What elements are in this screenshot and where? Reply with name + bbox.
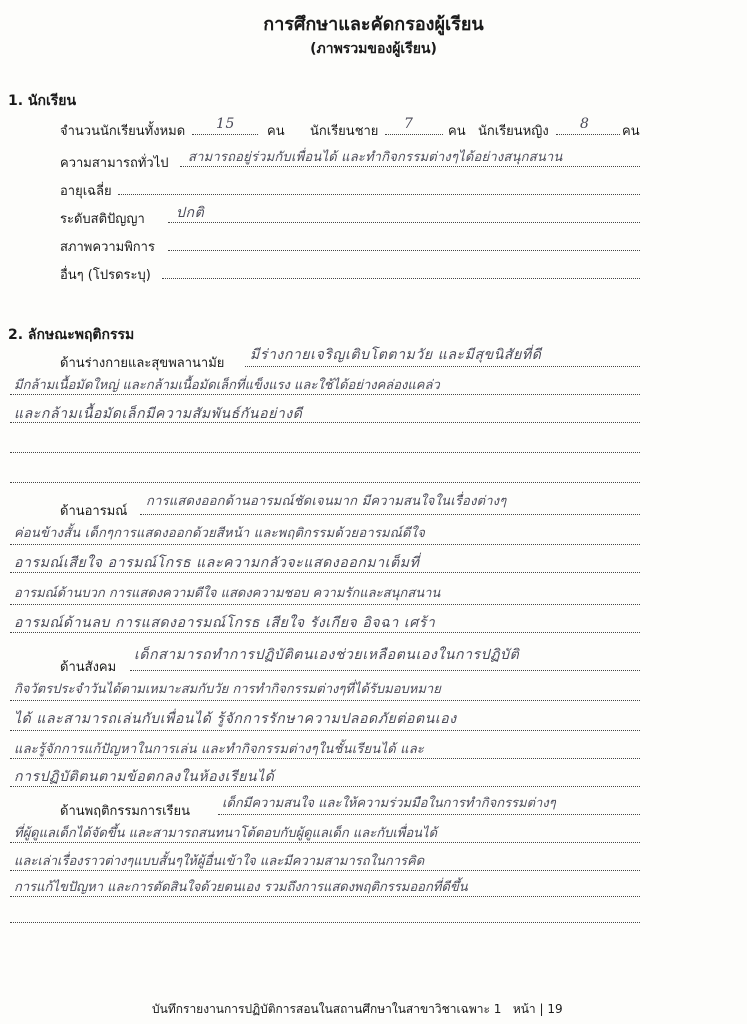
social-line-4: และรู้จักการแก้ปัญหาในการเล่น และทำกิจกรรมต่างๆในชั้นเรียนได้ และ bbox=[14, 742, 425, 757]
social-dots-3 bbox=[10, 730, 640, 731]
intelligence-level-label: ระดับสติปัญญา bbox=[60, 212, 145, 227]
total-students-dots bbox=[192, 134, 258, 135]
emotion-line-5: อารมณ์ด้านลบ การแสดงอารมณ์โกรธ เสียใจ รังเกียจ อิจฉา เศร้า bbox=[14, 615, 436, 631]
female-unit: คน bbox=[622, 124, 640, 139]
emotion-dots-2 bbox=[10, 544, 640, 545]
emotion-line-2: ค่อนข้างสั้น เด็กๆการแสดงออกด้วยสีหน้า และพฤติกรรมด้วยอารมณ์ดีใจ bbox=[14, 526, 426, 541]
page-title: การศึกษาและคัดกรองผู้เรียน bbox=[263, 14, 484, 35]
male-students-label: นักเรียนชาย bbox=[310, 124, 379, 139]
general-ability-value: สามารถอยู่ร่วมกับเพื่อนได้ และทำกิจกรรมต่างๆได้อย่างสนุกสนาน bbox=[188, 150, 563, 165]
intelligence-level-value: ปกติ bbox=[176, 205, 205, 221]
female-students-dots bbox=[556, 134, 620, 135]
section-1-heading: 1. นักเรียน bbox=[8, 93, 77, 109]
footer-text: บันทึกรายงานการปฏิบัติการสอนในสถานศึกษาในสาขาวิชาเฉพาะ 1 bbox=[152, 1002, 502, 1016]
social-dots-2 bbox=[10, 700, 640, 701]
emotion-label: ด้านอารมณ์ bbox=[60, 504, 128, 519]
total-students-label: จำนวนนักเรียนทั้งหมด bbox=[60, 124, 186, 139]
other-label: อื่นๆ (โปรดระบุ) bbox=[60, 268, 151, 283]
learning-line-3: และเล่าเรื่องราวต่างๆแบบสั้นๆให้ผู้อื่นเข้าใจ และมีความสามารถในการคิด bbox=[14, 854, 425, 869]
female-students-label: นักเรียนหญิง bbox=[478, 124, 549, 139]
physical-dots-5 bbox=[10, 482, 640, 483]
page-footer bbox=[152, 1000, 563, 1019]
emotion-line-4: อารมณ์ด้านบวก การแสดงความดีใจ แสดงความชอบ ความรักและสนุกสนาน bbox=[14, 586, 441, 601]
section-2-heading: 2. ลักษณะพฤติกรรม bbox=[8, 327, 135, 343]
social-line-3: ได้ และสามารถเล่นกับเพื่อนได้ รู้จักการรักษาความปลอดภัยต่อตนเอง bbox=[14, 711, 457, 727]
average-age-dots bbox=[118, 194, 640, 195]
physical-line-1: มีร่างกายเจริญเติบโตตามวัย และมีสุขนิสัยที่ดี bbox=[250, 347, 542, 363]
male-students-dots bbox=[385, 134, 443, 135]
learning-dots-1 bbox=[218, 814, 640, 815]
emotion-dots-4 bbox=[10, 604, 640, 605]
social-line-2: กิจวัตรประจำวันได้ตามเหมาะสมกับวัย การทำกิจกรรมต่างๆที่ได้รับมอบหมาย bbox=[14, 682, 441, 697]
learning-behavior-label: ด้านพฤติกรรมการเรียน bbox=[60, 804, 190, 819]
social-line-5: การปฏิบัติตนตามข้อตกลงในห้องเรียนได้ bbox=[14, 769, 275, 785]
learning-dots-5 bbox=[10, 922, 640, 923]
physical-line-3: และกล้ามเนื้อมัดเล็กมีความสัมพันธ์กันอย่างดี bbox=[14, 406, 303, 422]
social-label: ด้านสังคม bbox=[60, 660, 117, 675]
page-subtitle: (ภาพรวมของผู้เรียน) bbox=[310, 41, 437, 57]
learning-line-4: การแก้ไขปัญหา และการตัดสินใจด้วยตนเอง รวมถึงการแสดงพฤติกรรมออกที่ดีขึ้น bbox=[14, 880, 468, 895]
emotion-dots-1 bbox=[140, 514, 640, 515]
disability-label: สภาพความพิการ bbox=[60, 240, 155, 255]
other-dots bbox=[162, 278, 640, 279]
physical-dots-4 bbox=[10, 452, 640, 453]
physical-dots-1 bbox=[245, 366, 640, 367]
social-line-1: เด็กสามารถทำการปฏิบัติตนเองช่วยเหลือตนเองในการปฏิบัติ bbox=[134, 647, 520, 663]
average-age-label: อายุเฉลี่ย bbox=[60, 184, 112, 199]
intelligence-level-dots bbox=[168, 222, 640, 223]
physical-health-label: ด้านร่างกายและสุขพลานามัย bbox=[60, 356, 225, 371]
disability-dots bbox=[168, 250, 640, 251]
male-students-value: 7 bbox=[404, 116, 414, 132]
physical-line-2: มีกล้ามเนื้อมัดใหญ่ และกล้ามเนื้อมัดเล็กที่แข็งแรง และใช้ได้อย่างคล่องแคล่ว bbox=[14, 378, 440, 393]
emotion-line-3: อารมณ์เสียใจ อารมณ์โกรธ และความกลัวจะแสดงออกมาเต็มที่ bbox=[14, 555, 420, 571]
general-ability-label: ความสามารถทั่วไป bbox=[60, 156, 169, 171]
total-students-value: 15 bbox=[216, 116, 236, 132]
female-students-value: 8 bbox=[580, 116, 590, 132]
emotion-line-1: การแสดงออกด้านอารมณ์ชัดเจนมาก มีความสนใจในเรื่องต่างๆ bbox=[146, 494, 507, 509]
learning-line-1: เด็กมีความสนใจ และให้ความร่วมมือในการทำกิจกรรมต่างๆ bbox=[222, 796, 556, 811]
footer-separator: | bbox=[539, 1002, 544, 1016]
total-unit: คน bbox=[267, 124, 285, 139]
social-dots-1 bbox=[130, 670, 640, 671]
male-unit: คน bbox=[448, 124, 466, 139]
learning-line-2: ที่ผู้ดูแลเด็กได้จัดขึ้น และสามารถสนทนาโต้ตอบกับผู้ดูแลเด็ก และกับเพื่อนได้ bbox=[14, 826, 438, 841]
footer-page-label: หน้า bbox=[512, 1002, 536, 1016]
footer-page-number: 19 bbox=[547, 1002, 563, 1016]
